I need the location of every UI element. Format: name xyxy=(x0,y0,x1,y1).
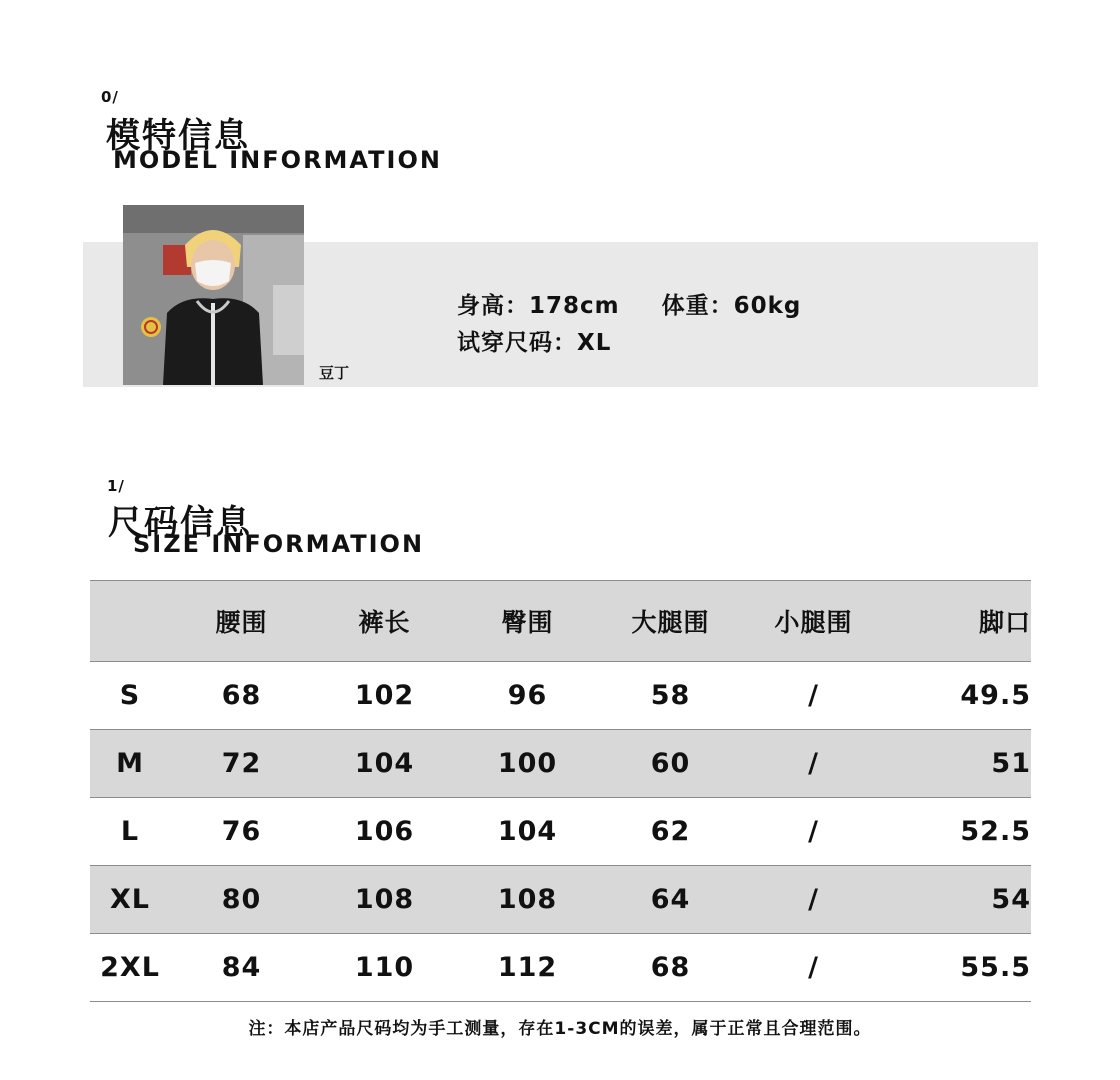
hem-cell: 52.5 xyxy=(960,816,1031,847)
hip-cell: 104 xyxy=(497,816,558,847)
length-cell: 106 xyxy=(354,816,415,847)
table-row xyxy=(90,934,1031,1002)
table-row xyxy=(90,730,1031,798)
length-cell: 104 xyxy=(354,748,415,779)
hip-cell: 108 xyxy=(497,884,558,915)
header-cell-waist: 腰围 xyxy=(215,608,268,637)
hip-cell: 112 xyxy=(497,952,558,983)
model-fit-size xyxy=(457,324,611,357)
model-photo-illustration xyxy=(123,205,304,385)
header-cell-hip: 臀围 xyxy=(501,608,554,637)
thigh-cell: 60 xyxy=(650,748,691,779)
model-section-title-en: MODEL INFORMATION xyxy=(113,146,442,174)
header-cell-length: 裤长 xyxy=(358,608,411,637)
table-row xyxy=(90,662,1031,730)
calf-cell: / xyxy=(808,816,819,847)
hem-cell: 55.5 xyxy=(960,952,1031,983)
length-cell: 108 xyxy=(354,884,415,915)
waist-cell: 72 xyxy=(221,748,262,779)
header-cell-hem: 脚口 xyxy=(978,608,1031,637)
thigh-cell: 62 xyxy=(650,816,691,847)
model-height-weight xyxy=(457,287,801,320)
size-cell: XL xyxy=(109,884,151,915)
measurement-note: 注：本店产品尺码均为手工测量，存在1-3CM的误差，属于正常且合理范围。 xyxy=(248,1019,872,1039)
thigh-cell: 64 xyxy=(650,884,691,915)
size-section-title-en: SIZE INFORMATION xyxy=(133,530,425,558)
length-cell: 110 xyxy=(354,952,415,983)
waist-cell: 84 xyxy=(221,952,262,983)
model-name: 豆丁 xyxy=(319,364,350,382)
size-value: XL xyxy=(577,330,612,356)
model-section-title-cn: 模特信息 xyxy=(106,116,250,156)
calf-cell: / xyxy=(808,884,819,915)
size-section-title-cn: 尺码信息 xyxy=(108,503,252,543)
size-cell: M xyxy=(116,748,144,779)
hip-cell: 100 xyxy=(497,748,558,779)
size-cell: 2XL xyxy=(100,952,160,983)
height-value: 178cm xyxy=(529,293,620,319)
size-cell: L xyxy=(120,816,140,847)
waist-cell: 76 xyxy=(221,816,262,847)
hem-cell: 54 xyxy=(991,884,1031,915)
table-row xyxy=(90,866,1031,934)
hem-cell: 51 xyxy=(991,748,1031,779)
weight-label: 体重： xyxy=(661,293,734,319)
calf-cell: / xyxy=(808,680,819,711)
size-cell: S xyxy=(119,680,141,711)
calf-cell: / xyxy=(808,952,819,983)
length-cell: 102 xyxy=(354,680,415,711)
calf-cell: / xyxy=(808,748,819,779)
size-table xyxy=(90,580,1031,1002)
thigh-cell: 68 xyxy=(650,952,691,983)
size-section-number: 1/ xyxy=(107,477,125,495)
waist-cell: 68 xyxy=(221,680,262,711)
model-section-number: 0/ xyxy=(101,88,119,106)
size-label: 试穿尺码： xyxy=(457,330,577,356)
header-cell-calf: 小腿围 xyxy=(774,608,853,637)
height-label: 身高： xyxy=(457,293,529,319)
header-cell-thigh: 大腿围 xyxy=(631,608,710,637)
model-photo xyxy=(123,205,304,385)
size-table-header xyxy=(90,580,1031,662)
table-row xyxy=(90,798,1031,866)
hip-cell: 96 xyxy=(507,680,548,711)
hem-cell: 49.5 xyxy=(960,680,1031,711)
thigh-cell: 58 xyxy=(650,680,691,711)
waist-cell: 80 xyxy=(221,884,262,915)
weight-value: 60kg xyxy=(733,293,802,319)
